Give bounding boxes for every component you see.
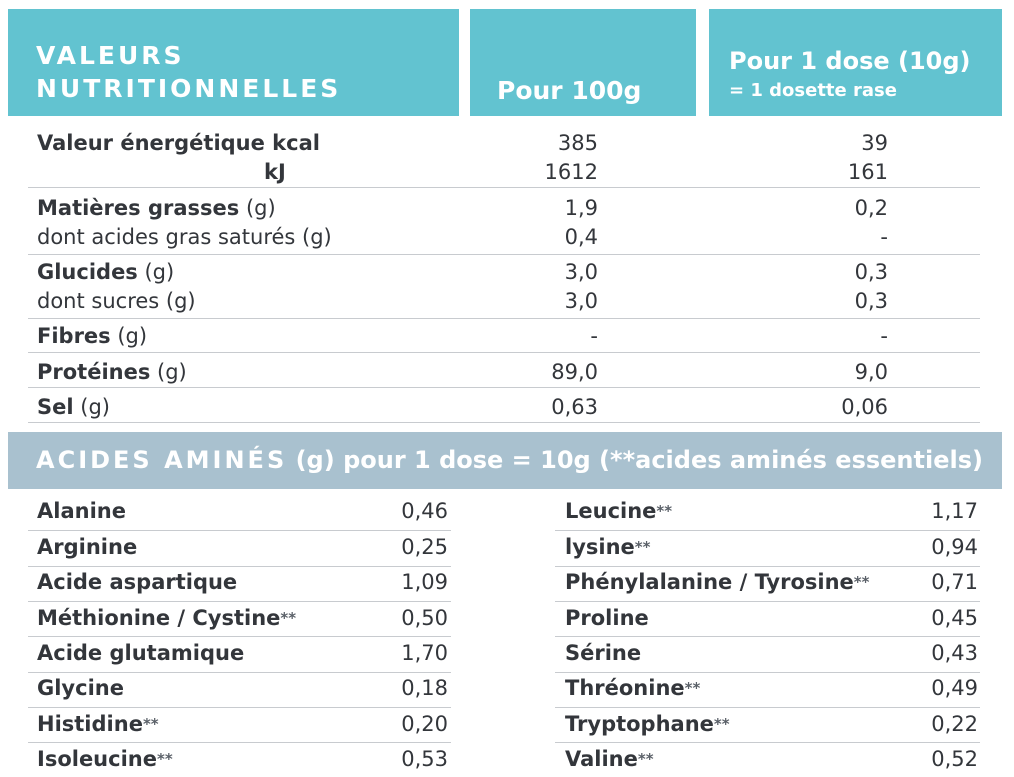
value-per-dose: - [880, 225, 888, 249]
header-nutrition-title-cell [8, 9, 459, 116]
amino-value: 0,18 [401, 676, 448, 700]
nutrition-row-saturated-fat [28, 221, 980, 255]
per-dose-heading: Pour 1 dose (10g) [729, 47, 971, 75]
nutrition-label: Fibres [37, 324, 111, 348]
nutrition-row-proteins [28, 356, 980, 390]
amino-acids-heading-title: ACIDES AMINÉS [36, 446, 288, 474]
amino-row-threonine [555, 672, 980, 707]
essential-marker: ** [156, 750, 173, 768]
amino-value: 0,20 [401, 712, 448, 736]
amino-row-glutamic-acid [28, 637, 451, 672]
nutrition-title [36, 39, 341, 105]
value-per-100g: 1612 [544, 160, 598, 184]
essential-marker: ** [637, 750, 654, 768]
amino-name: Glycine [37, 676, 124, 700]
amino-name: Thréonine [565, 676, 685, 700]
amino-row-phenylalanine-tyrosine [555, 566, 980, 601]
value-per-100g: 385 [557, 131, 598, 155]
amino-row-serine [555, 637, 980, 672]
per-dose-subheading: = 1 dosette rase [729, 80, 897, 101]
nutrition-label: Protéines [37, 360, 151, 384]
amino-row-glycine [28, 672, 451, 707]
amino-name: Proline [565, 606, 649, 630]
amino-value: 1,70 [401, 641, 448, 665]
essential-marker: ** [684, 679, 701, 697]
nutrition-unit: (g) [150, 360, 187, 384]
amino-name: Acide glutamique [37, 641, 245, 665]
row-divider [28, 422, 980, 423]
amino-acids-heading [8, 432, 1002, 489]
amino-value: 0,50 [401, 606, 448, 630]
amino-value: 0,22 [931, 712, 978, 736]
amino-name: lysine [565, 535, 635, 559]
amino-name: Méthionine / Cystine [37, 606, 281, 630]
value-per-dose: 0,2 [854, 196, 888, 220]
amino-row-aspartic-acid [28, 566, 451, 601]
amino-value: 1,09 [401, 570, 448, 594]
row-divider [28, 352, 980, 353]
amino-value: 0,71 [931, 570, 978, 594]
essential-marker: ** [656, 502, 673, 520]
value-per-100g: 0,63 [551, 395, 598, 419]
amino-acids-heading-rest: (g) pour 1 dose = 10g (**acides aminés essentiels) [287, 446, 983, 474]
amino-value: 0,53 [401, 747, 448, 771]
nutrition-label: dont acides gras saturés (g) [37, 225, 332, 249]
amino-value: 0,94 [931, 535, 978, 559]
value-per-dose: 161 [847, 160, 888, 184]
value-per-dose: 39 [861, 131, 888, 155]
value-per-dose: 0,3 [854, 260, 888, 284]
value-per-100g: - [590, 324, 598, 348]
row-divider [28, 387, 980, 388]
amino-value: 0,45 [931, 606, 978, 630]
amino-name: Histidine [37, 712, 143, 736]
essential-marker: ** [142, 715, 159, 733]
nutrition-label: Glucides [37, 260, 138, 284]
amino-name: Tryptophane [565, 712, 714, 736]
amino-row-tryptophan [555, 708, 980, 743]
nutrition-unit: (g) [73, 395, 110, 419]
row-divider [28, 187, 980, 188]
row-divider [28, 318, 980, 319]
nutrition-row-salt [28, 391, 980, 425]
amino-value: 0,25 [401, 535, 448, 559]
amino-value: 1,17 [931, 499, 978, 523]
value-per-dose: 0,06 [841, 395, 888, 419]
amino-name: Sérine [565, 641, 642, 665]
amino-row-leucine [555, 495, 980, 530]
value-per-dose: - [880, 324, 888, 348]
value-per-dose: 9,0 [854, 360, 888, 384]
essential-marker: ** [280, 609, 297, 627]
amino-value: 0,52 [931, 747, 978, 771]
amino-name: Valine [565, 747, 638, 771]
nutrition-unit: (g) [137, 260, 175, 284]
per-100g-heading: Pour 100g [497, 76, 642, 105]
value-per-dose: 0,3 [854, 289, 888, 313]
value-per-100g: 0,4 [564, 225, 598, 249]
nutrition-row-energy-kj [28, 156, 980, 190]
amino-row-histidine [28, 708, 451, 743]
nutrition-label: Sel [37, 395, 74, 419]
value-per-100g: 1,9 [564, 196, 598, 220]
amino-name: Leucine [565, 499, 657, 523]
nutrition-title-line2: NUTRITIONNELLES [36, 74, 342, 103]
nutrition-label: Matières grasses [37, 196, 240, 220]
nutrition-row-sugars [28, 285, 980, 319]
amino-value: 0,43 [931, 641, 978, 665]
header-per-dose-cell [709, 9, 1002, 116]
nutrition-row-fibres [28, 320, 980, 354]
header-per-100g-cell [470, 9, 696, 116]
amino-row-methionine-cystine [28, 602, 451, 637]
nutrition-title-line1: VALEURS [36, 41, 185, 70]
amino-name: Phénylalanine / Tyrosine [565, 570, 854, 594]
nutrition-label: Valeur énergétique kcal [37, 131, 320, 155]
essential-marker: ** [853, 573, 870, 591]
essential-marker: ** [713, 715, 730, 733]
value-per-100g: 3,0 [564, 260, 598, 284]
amino-row-lysine [555, 531, 980, 566]
essential-marker: ** [634, 538, 651, 556]
amino-row-valine [555, 743, 980, 777]
amino-name: Arginine [37, 535, 138, 559]
amino-row-proline [555, 602, 980, 637]
value-per-100g: 3,0 [564, 289, 598, 313]
nutrition-label: kJ [264, 160, 286, 184]
nutrition-label: dont sucres (g) [37, 289, 196, 313]
amino-value: 0,49 [931, 676, 978, 700]
value-per-100g: 89,0 [551, 360, 598, 384]
amino-row-alanine [28, 495, 451, 530]
nutrition-unit: (g) [110, 324, 148, 348]
amino-row-isoleucine [28, 743, 451, 777]
amino-name: Alanine [37, 499, 126, 523]
amino-name: Acide aspartique [37, 570, 238, 594]
nutrition-unit: (g) [239, 196, 276, 220]
amino-value: 0,46 [401, 499, 448, 523]
amino-name: Isoleucine [37, 747, 157, 771]
row-divider [28, 254, 980, 255]
amino-row-arginine [28, 531, 451, 566]
